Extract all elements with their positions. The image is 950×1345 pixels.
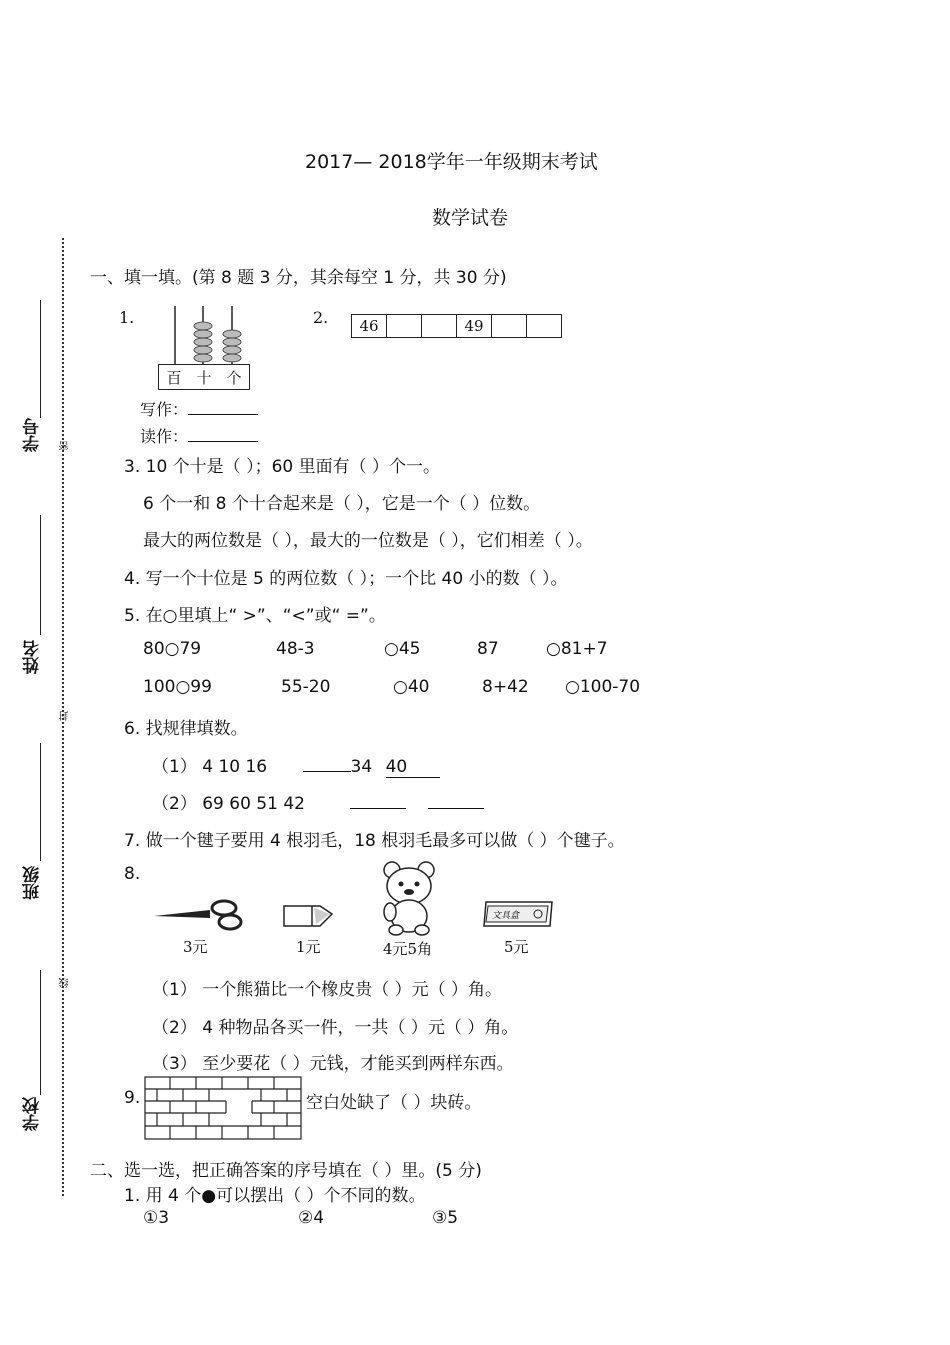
class-line: [40, 743, 41, 861]
q6-sub1-given1: 34: [350, 757, 373, 777]
price-scissors: 3元: [183, 938, 208, 956]
student-id-label: 学号: [23, 418, 43, 452]
seal-mark-feng: 封: [60, 711, 71, 721]
write-as-label: 写作：: [140, 400, 189, 419]
q8-sub3: （3） 至少要花（ ）元钱，才能买到两样东西。: [152, 1054, 514, 1074]
exam-title: 2017— 2018学年一年级期末考试: [305, 151, 598, 173]
write-as-blank[interactable]: [188, 398, 258, 415]
brick-wall-diagram: [144, 1076, 302, 1140]
q5-r1-c4: 87: [477, 639, 499, 659]
number-box: 46: [359, 317, 379, 335]
q5-r1-c5: ○81+7: [546, 639, 608, 659]
number-box[interactable]: [526, 315, 561, 337]
q5-r2-c1: 100○99: [143, 677, 212, 697]
q1-number: 1.: [119, 308, 135, 327]
exam-subtitle: 数学试卷: [432, 207, 509, 229]
class-label: 班级: [23, 866, 43, 900]
number-box[interactable]: [386, 315, 421, 337]
eraser-icon: [280, 900, 340, 930]
q6-sub1-given2: 40: [386, 757, 440, 778]
q6-sub1: [152, 752, 440, 778]
q5-r2-c4: 8+42: [482, 677, 529, 697]
s2-q1-stem: 1. 用 4 个●可以摆出（ ）个不同的数。: [124, 1186, 426, 1206]
q4-text: 4. 写一个十位是 5 的两位数（ ）；一个比 40 小的数（ ）。: [124, 569, 568, 589]
q8-number: 8.: [124, 864, 141, 884]
read-as-row: [140, 424, 258, 447]
s2-q1-option1[interactable]: ①3: [143, 1208, 170, 1228]
price-eraser: 1元: [296, 938, 321, 956]
place-tens: 十: [196, 368, 212, 387]
q3-line2: 6 个一和 8 个十合起来是（ ），它是一个（ ）位数。: [143, 494, 541, 514]
price-pencil-box: 5元: [504, 938, 529, 956]
place-hundreds: 百: [166, 368, 182, 387]
name-label: 姓名: [23, 640, 43, 674]
q2-number: 2.: [313, 308, 329, 327]
q5-r2-c2: 55-20: [281, 677, 331, 697]
q6-sub2-label: （2） 69 60 51 42: [152, 794, 305, 814]
q5-r1-c2: 48-3: [276, 639, 315, 659]
s2-q1-option2[interactable]: ②4: [298, 1208, 325, 1228]
school-label: 学校: [23, 1097, 43, 1131]
q5-stem: 5. 在○里填上“ >”、“<”或“ =”。: [124, 606, 386, 626]
pencil-box-icon: [480, 898, 558, 932]
q5-r1-c3: ○45: [384, 639, 421, 659]
read-as-blank[interactable]: [188, 425, 258, 442]
number-box[interactable]: [491, 315, 526, 337]
abacus-graphic: [165, 306, 255, 366]
number-box[interactable]: [421, 315, 456, 337]
s2-q1-option3[interactable]: ③5: [432, 1208, 459, 1228]
number-sequence-boxes: [351, 314, 562, 338]
name-line: [40, 515, 41, 635]
section2-heading: 二、选一选，把正确答案的序号填在（ ）里。(5 分): [90, 1161, 482, 1181]
abacus-place-labels: [158, 364, 250, 390]
q6-sub2-blank1[interactable]: [350, 792, 406, 809]
q7-text: 7. 做一个毽子要用 4 根羽毛，18 根羽毛最多可以做（ ）个毽子。: [124, 831, 625, 851]
q9-number: 9.: [124, 1088, 141, 1108]
q6-stem: 6. 找规律填数。: [124, 719, 248, 739]
q5-r2-c3: ○40: [393, 677, 430, 697]
q6-sub1-blank[interactable]: [303, 755, 351, 772]
read-as-label: 读作：: [140, 427, 189, 446]
panda-bear-icon: [374, 860, 444, 936]
q8-sub1: （1） 一个熊猫比一个橡皮贵（ ）元（ ）角。: [152, 980, 503, 1000]
write-as-row: [140, 397, 258, 420]
q9-text: 空白处缺了（ ）块砖。: [306, 1093, 482, 1113]
q6-sub1-label: （1） 4 10 16: [152, 757, 268, 777]
seal-mark-xian: 线: [60, 978, 71, 988]
place-ones: 个: [226, 368, 242, 387]
school-line: [40, 970, 41, 1095]
q8-sub2: （2） 4 种物品各买一件，一共（ ）元（ ）角。: [152, 1018, 519, 1038]
pencil-box-label: 文具盒: [492, 911, 520, 921]
student-id-line: [40, 300, 41, 418]
q5-r1-c1: 80○79: [143, 639, 202, 659]
price-bear: 4元5角: [383, 940, 433, 958]
scissors-icon: [152, 898, 244, 932]
q3-line1: 3. 10 个十是（ ）；60 里面有（ ）个一。: [124, 457, 441, 477]
q6-sub2-blank2[interactable]: [428, 792, 484, 809]
seal-mark-mi: 密: [60, 441, 71, 451]
q5-r2-c5: ○100-70: [565, 677, 641, 697]
q6-sub2: [152, 789, 484, 814]
section1-heading: 一、填一填。(第 8 题 3 分，其余每空 1 分，共 30 分): [90, 268, 507, 288]
q3-line3: 最大的两位数是（ ），最大的一位数是（ ），它们相差（ ）。: [143, 531, 593, 551]
number-box: 49: [456, 315, 491, 337]
